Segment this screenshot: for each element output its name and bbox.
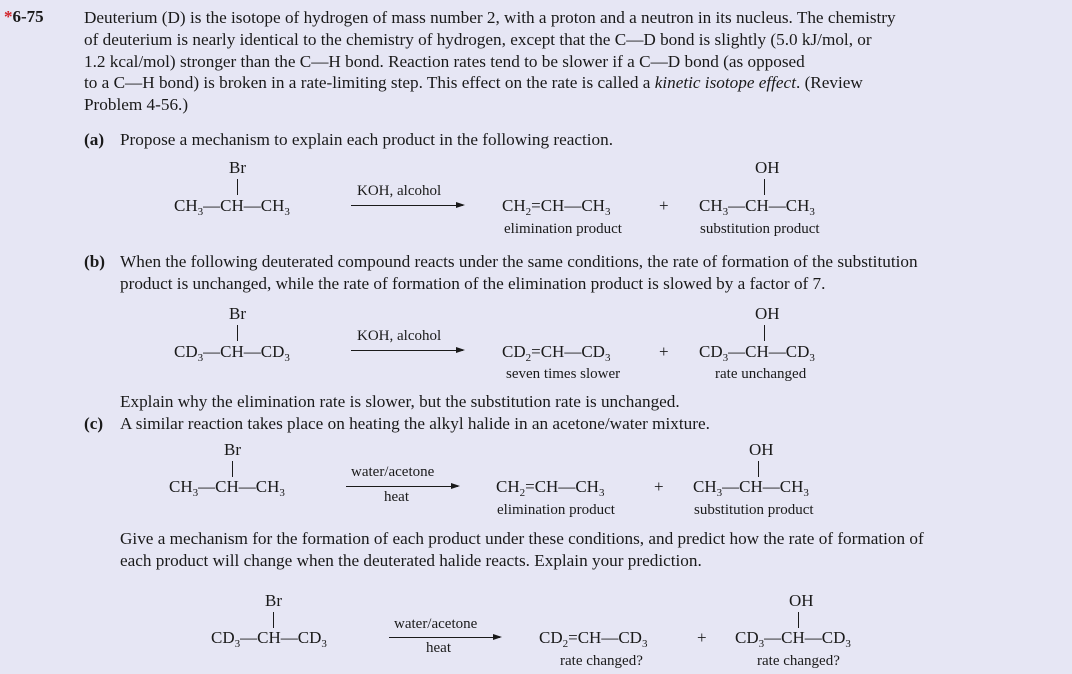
plus-b: + xyxy=(659,342,669,361)
elim-product-a: $CH_2=CH—CH_3$ xyxy=(502,196,611,218)
reactant-a-br: Br xyxy=(229,158,246,177)
reaction-arrow-a xyxy=(351,205,463,206)
part-a-text: Propose a mechanism to explain each product in the following reaction. xyxy=(120,130,614,149)
subst-c2-oh: OH xyxy=(789,591,814,610)
part-a-label xyxy=(84,129,104,151)
reactant-b-br-bond xyxy=(237,325,238,341)
part-a-label-text: (a) xyxy=(84,130,105,149)
star-marker: * xyxy=(4,7,13,26)
intro-paragraph xyxy=(84,7,1064,116)
intro-line-1: Deuterium (D) is the isotope of hydrogen of mass number 2, with a proton and a neutron in its nucleus. The chemistry xyxy=(84,8,896,27)
reaction-arrow-c2 xyxy=(389,637,500,638)
subst-product-c2: $CD_3—CH—CD_3$ xyxy=(735,628,851,650)
part-c-label-text: (c) xyxy=(84,414,104,433)
reagent-c2-bottom: heat xyxy=(426,640,451,656)
elim-caption-a: elimination product xyxy=(504,221,622,237)
reaction-arrow-b xyxy=(351,350,463,351)
subst-c2-oh-bond xyxy=(798,612,799,628)
elim-caption-c1: elimination product xyxy=(497,502,615,518)
subst-caption-c2: rate changed? xyxy=(757,653,840,669)
subst-caption-a: substitution product xyxy=(700,221,820,237)
reactant-c2-br-bond xyxy=(273,612,274,628)
intro-line-3: 1.2 kcal/mol) stronger than the C—H bond. Reaction rates tend to be slower if a C—D bond (as opposed xyxy=(84,51,805,71)
subst-a-oh-bond xyxy=(764,179,765,195)
part-b-line-2: product is unchanged, while the rate of formation of the elimination product is slowed by a factor of 7. xyxy=(120,274,826,293)
part-b-label xyxy=(84,251,105,273)
subst-product-c1: $CH_3—CH—CH_3$ xyxy=(693,477,809,499)
reagent-a: KOH, alcohol xyxy=(357,183,442,199)
plus-c2: + xyxy=(697,628,707,647)
subst-b-oh-bond xyxy=(764,325,765,341)
reactant-a-formula: $CH_3—CH—CH_3$ xyxy=(174,196,290,218)
reactant-c1-br: Br xyxy=(224,440,241,459)
elim-product-c2: $CD_2=CH—CD_3$ xyxy=(539,628,648,650)
reactant-c1-formula: $CH_3—CH—CH_3$ xyxy=(169,477,285,499)
intro-tail: . (Review xyxy=(795,73,863,93)
part-c-line-1: Give a mechanism for the formation of each product under these conditions, and predict how the rate of formation of xyxy=(120,529,924,548)
part-c-label xyxy=(84,413,103,435)
part-c-text: A similar reaction takes place on heating the alkyl halide in an acetone/water mixture. xyxy=(120,414,710,433)
reagent-b: KOH, alcohol xyxy=(357,328,442,344)
reactant-c2-br: Br xyxy=(265,591,282,610)
part-b-line-1: When the following deuterated compound reacts under the same conditions, the rate of formation of the substitution xyxy=(120,252,918,271)
plus-c1: + xyxy=(654,477,664,496)
reaction-arrow-c1 xyxy=(346,486,458,487)
reactant-b-br: Br xyxy=(229,304,246,323)
reactant-a-br-bond xyxy=(237,179,238,195)
part-c-line-2: each product will change when the deuterated halide reacts. Explain your prediction. xyxy=(120,551,702,570)
reagent-c1-bottom: heat xyxy=(384,489,409,505)
subst-c1-oh-bond xyxy=(758,461,759,477)
elim-caption-c2: rate changed? xyxy=(560,653,643,669)
subst-a-oh: OH xyxy=(755,158,780,177)
elim-product-b: $CD_2=CH—CD_3$ xyxy=(502,342,611,364)
intro-line-5: Problem 4-56.) xyxy=(84,95,189,115)
plus-a: + xyxy=(659,196,669,215)
reactant-b-formula: $CD_3—CH—CD_3$ xyxy=(174,342,290,364)
elim-caption-b: seven times slower xyxy=(506,366,621,382)
problem-number xyxy=(4,7,44,27)
subst-product-b: $CD_3—CH—CD_3$ xyxy=(699,342,815,364)
problem-number-text: 6-75 xyxy=(12,7,44,26)
kinetic-isotope-term: kinetic isotope effect xyxy=(654,73,796,93)
part-b-label-text: (b) xyxy=(84,252,106,271)
part-b-explain: Explain why the elimination rate is slower, but the substitution rate is unchanged. xyxy=(120,392,680,411)
reagent-c2-top: water/acetone xyxy=(394,616,478,632)
intro-line-4 xyxy=(84,72,1064,94)
subst-c1-oh: OH xyxy=(749,440,774,459)
reactant-c2-formula: $CD_3—CH—CD_3$ xyxy=(211,628,327,650)
subst-product-a: $CH_3—CH—CH_3$ xyxy=(699,196,815,218)
reactant-c1-br-bond xyxy=(232,461,233,477)
subst-caption-b: rate unchanged xyxy=(715,366,807,382)
subst-caption-c1: substitution product xyxy=(694,502,814,518)
subst-b-oh: OH xyxy=(755,304,780,323)
intro-line-2: of deuterium is nearly identical to the chemistry of hydrogen, except that the C—D bond is slightly (5.0 kJ/mol, or xyxy=(84,29,872,49)
intro-line-4-text: to a C—H bond) is broken in a rate-limiting step. This effect on the rate is called a xyxy=(84,73,655,93)
reagent-c1-top: water/acetone xyxy=(351,464,435,480)
elim-product-c1: $CH_2=CH—CH_3$ xyxy=(496,477,605,499)
